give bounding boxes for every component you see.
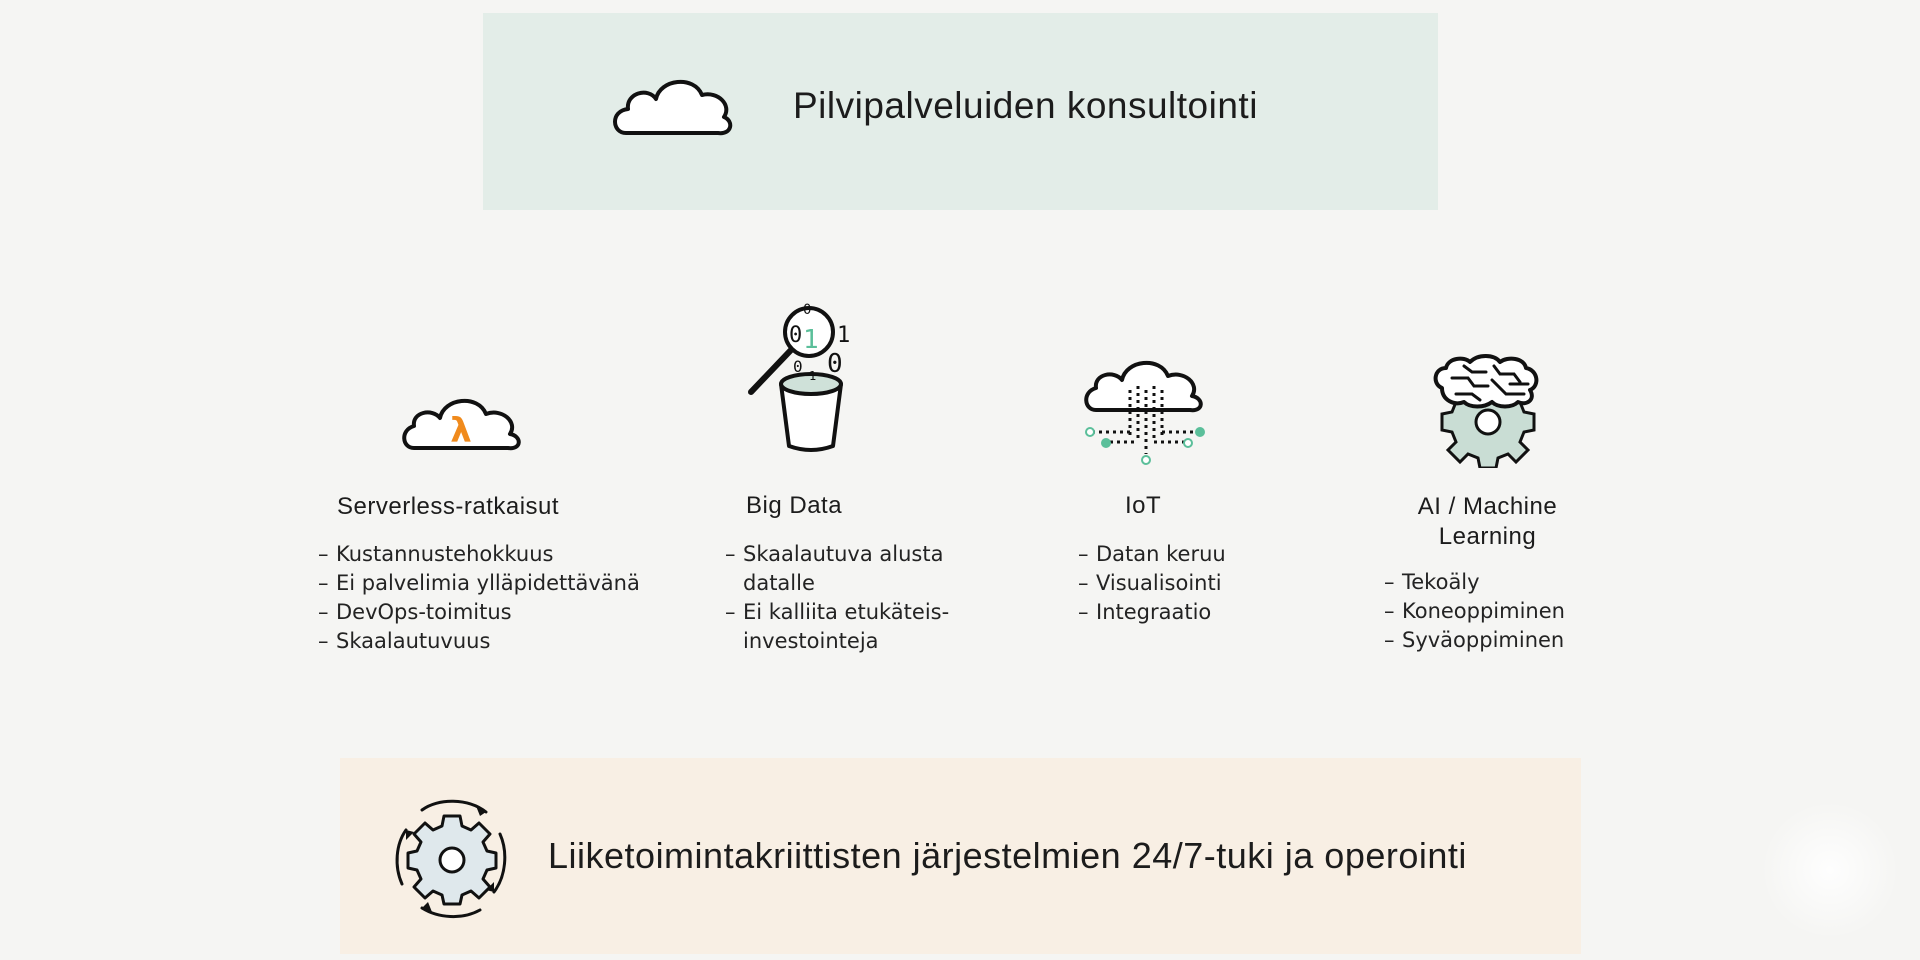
brain-gear-icon bbox=[1428, 354, 1546, 473]
footer-title: Liiketoimintakriittisten järjestelmien 24/7-tuki ja operointi bbox=[548, 835, 1467, 876]
list-item: – Kustannustehokkuus bbox=[318, 540, 640, 569]
feature-list bbox=[1384, 568, 1565, 655]
feature-list bbox=[318, 540, 640, 656]
svg-text:1: 1 bbox=[837, 323, 851, 348]
feature-list bbox=[1078, 540, 1226, 627]
list-item: – Datan keruu bbox=[1078, 540, 1226, 569]
list-item: – DevOps-toimitus bbox=[318, 598, 640, 627]
service-title: IoT bbox=[1125, 492, 1162, 519]
feature-list bbox=[725, 540, 963, 656]
service-title: Big Data bbox=[746, 492, 843, 519]
list-item: – Integraatio bbox=[1078, 598, 1226, 627]
svg-text:0: 0 bbox=[827, 349, 843, 379]
header-title: Pilvipalveluiden konsultointi bbox=[793, 85, 1258, 126]
data-bucket-icon bbox=[745, 300, 865, 461]
svg-text:0: 0 bbox=[803, 302, 812, 318]
svg-text:1: 1 bbox=[803, 325, 819, 355]
lambda-cloud-icon bbox=[398, 386, 526, 459]
svg-text:0: 0 bbox=[793, 357, 803, 376]
list-item: – Tekoäly bbox=[1384, 568, 1565, 597]
support-operations-banner bbox=[340, 758, 1581, 954]
service-title: AI / Machine Learning bbox=[1417, 493, 1558, 550]
list-item: – Skaalautuva alusta datalle bbox=[725, 540, 963, 598]
list-item: – Visualisointi bbox=[1078, 569, 1226, 598]
service-title: Serverless-ratkaisut bbox=[337, 493, 560, 520]
list-item: – Syväoppiminen bbox=[1384, 626, 1565, 655]
list-item: – Skaalautuvuus bbox=[318, 627, 640, 656]
cloud-consulting-banner bbox=[483, 13, 1438, 210]
list-item: – Koneoppiminen bbox=[1384, 597, 1565, 626]
corner-decoration bbox=[1760, 800, 1900, 940]
list-item: – Ei kalliita etukäteis-investointeja bbox=[725, 598, 963, 656]
svg-text:λ: λ bbox=[450, 411, 472, 451]
cloud-icon bbox=[608, 71, 736, 146]
svg-text:1: 1 bbox=[809, 369, 817, 383]
iot-cloud-icon bbox=[1080, 350, 1210, 475]
gear-cycle-icon bbox=[388, 788, 518, 931]
list-item: – Ei palvelimia ylläpidettävänä bbox=[318, 569, 640, 598]
svg-text:0: 0 bbox=[789, 323, 803, 348]
